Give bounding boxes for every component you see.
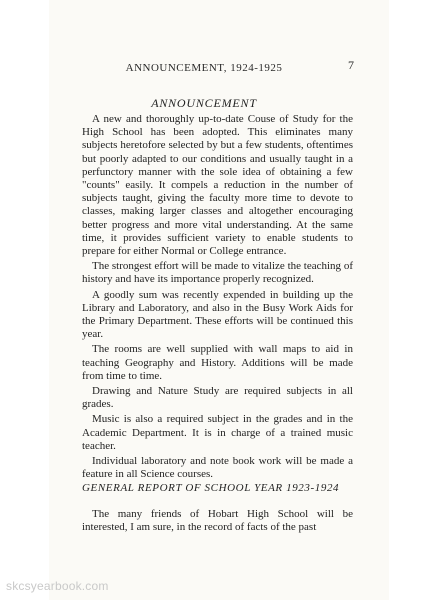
announcement-body: [82, 113, 353, 483]
paragraph: The strongest effort will be made to vitalize the teaching of history and have its importance properly recognized.: [82, 260, 353, 286]
paragraph: The rooms are well supplied with wall maps to aid in teaching Geography and History. Additions will be made from time to time.: [82, 343, 353, 382]
paragraph: Drawing and Nature Study are required subjects in all grades.: [82, 385, 353, 411]
paragraph: A new and thoroughly up-to-date Couse of Study for the High School has been adopted. This eliminates many subjects heretofore selected by but a few students, oftentimes but poorly adapted to our conditions and usually taught in a perfunctory manner with the sole idea of obtaining a few "counts" easily. It compels a reduction in the number of subjects taught, giving the faculty more time to devote to classes, making larger classes and altogether encouraging better progress and more vital understanding. At the same time, it provides sufficient variety to enable students to prepare for either Normal or College entrance.: [82, 113, 353, 258]
paragraph: Individual laboratory and note book work will be made a feature in all Science courses.: [82, 455, 353, 481]
general-report-title: GENERAL REPORT OF SCHOOL YEAR 1923-1924: [82, 482, 340, 494]
running-header: ANNOUNCEMENT, 1924-1925: [125, 62, 283, 74]
paragraph: A goodly sum was recently expended in building up the Library and Laboratory, and also in the Busy Work Aids for the Primary Department. These efforts will be continued this year.: [82, 288, 353, 341]
paragraph: Music is also a required subject in the grades and in the Academic Department. It is in charge of a trained music teacher.: [82, 413, 353, 452]
page-number: 7: [348, 58, 354, 72]
general-report-body: [82, 508, 353, 536]
site-watermark: skcsyearbook.com: [6, 579, 109, 593]
paragraph: The many friends of Hobart High School will be interested, I am sure, in the record of facts of the past: [82, 508, 353, 534]
announcement-title: ANNOUNCEMENT: [151, 96, 257, 110]
